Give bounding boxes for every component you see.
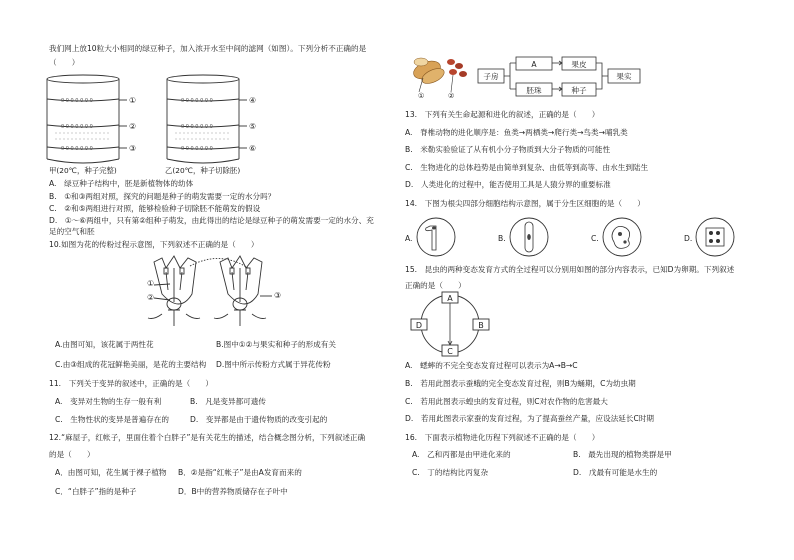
fig-label-2: ② bbox=[129, 122, 137, 131]
q15-option-a: A. 蟋蟀的不完全变态发育过程可以表示为A→B→C bbox=[405, 361, 578, 370]
map-ovary: 子房 bbox=[483, 72, 499, 81]
q14-label-b: B. bbox=[498, 234, 506, 243]
q13-option-a: A. 脊椎动物的进化顺序是：鱼类→两栖类→爬行类→鸟类→哺乳类 bbox=[405, 128, 628, 137]
peanut-label-2: ② bbox=[448, 92, 455, 100]
map-seed: 种子 bbox=[571, 86, 587, 95]
svg-text:0 0 0 0 0 0 0: 0 0 0 0 0 0 0 bbox=[61, 124, 93, 130]
map-ovule: 胚珠 bbox=[526, 86, 542, 95]
q14-label-a: A. bbox=[405, 234, 413, 243]
q9-option-c: C. ②和⑤两组进行对照，能够检验种子切除胚不能萌发的假设 bbox=[49, 204, 261, 213]
q16-option-a: A. 乙和丙都是由甲进化来的 bbox=[412, 450, 511, 459]
seed-germination-figure bbox=[45, 73, 305, 175]
flower-label-3: ③ bbox=[274, 291, 282, 300]
q9-option-d-cont: 足的空气和胚 bbox=[49, 227, 95, 236]
q15-option-d: D. 若用此图表示家蚕的发育过程，为了提高蚕丝产量，应设法延长C时期 bbox=[405, 414, 654, 423]
peanut-image bbox=[407, 52, 473, 100]
map-a: A bbox=[531, 60, 537, 69]
fig-label-6: ⑥ bbox=[249, 144, 257, 153]
cycle-c: C bbox=[447, 347, 453, 356]
svg-text:0 0 0 0 0 0 0: 0 0 0 0 0 0 0 bbox=[181, 98, 213, 104]
q10-option-b: B.图中①②与果实和种子的形成有关 bbox=[216, 340, 336, 349]
map-pericarp: 果皮 bbox=[571, 60, 587, 69]
svg-text:0 0 0 0 0 0 0: 0 0 0 0 0 0 0 bbox=[181, 146, 213, 152]
q13-stem: 13. 下列有关生命起源和进化的叙述，正确的是（ ） bbox=[405, 110, 600, 119]
q9-option-b: B. ①和③两组对照，探究的问题是种子的萌发需要一定的水分吗？ bbox=[49, 192, 276, 201]
root-cell-a bbox=[416, 216, 456, 258]
q12-option-d: D．B中的营养物质储存在子叶中 bbox=[178, 487, 288, 496]
cycle-d: D bbox=[415, 321, 423, 330]
q16-stem: 16. 下面表示植物进化历程下列叙述不正确的是（ ） bbox=[405, 433, 600, 442]
svg-text:0 0 0 0 0 0 0: 0 0 0 0 0 0 0 bbox=[181, 124, 213, 130]
q12-option-a: A．由图可知，花生属于裸子植物 bbox=[55, 468, 167, 477]
q16-option-b: B. 最先出现的植物类群是甲 bbox=[573, 450, 672, 459]
fig-label-1: ① bbox=[129, 96, 137, 105]
q12-stem-cont: 的是（ ） bbox=[49, 450, 95, 459]
q16-option-c: C. 丁的结构比丙复杂 bbox=[412, 468, 489, 477]
fig-label-4: ④ bbox=[249, 96, 257, 105]
q10-stem: 10.如图为花的传粉过程示意图，下列叙述不正确的是（ ） bbox=[49, 240, 259, 249]
q14-stem: 14. 下图为根尖四部分细胞结构示意图，属于分生区细胞的是（ ） bbox=[405, 199, 645, 208]
q13-option-b: B. 米勒实验验证了从有机小分子物质到大分子物质的可能性 bbox=[405, 145, 611, 154]
q9-stem: 我们网上放10粒大小相同的绿豆种子，加入浓开水至中间的滤网（如图）。下列分析不正确的是 bbox=[49, 44, 367, 53]
q14-label-c: C. bbox=[591, 234, 599, 243]
q13-option-d: D. 人类进化的过程中，能否使用工具是人猿分界的重要标准 bbox=[405, 180, 611, 189]
q10-option-d: D.图中所示传粉方式属于异花传粉 bbox=[216, 360, 331, 369]
fig-label-5: ⑤ bbox=[249, 122, 257, 131]
map-fruit: 果实 bbox=[616, 72, 632, 81]
q13-option-c: C. 生物进化的总体趋势是由简单到复杂、由低等到高等、由水生到陆生 bbox=[405, 163, 649, 172]
concept-map bbox=[478, 57, 648, 97]
q15-option-c: C. 若用此图表示蝗虫的发育过程，则C对农作物的危害最大 bbox=[405, 397, 608, 406]
beaker-caption-b: 乙(20℃，种子切除胚) bbox=[165, 166, 241, 175]
peanut-label-1: ① bbox=[418, 92, 425, 100]
q10-option-a: A.由图可知，该花属于两性花 bbox=[55, 340, 154, 349]
svg-text:0 0 0 0 0 0 0: 0 0 0 0 0 0 0 bbox=[61, 146, 93, 152]
cycle-b: B bbox=[478, 321, 484, 330]
q9-answer-paren: （ ） bbox=[49, 58, 80, 67]
q11-option-d: D. 变异都是由于遗传物质的改变引起的 bbox=[190, 415, 328, 424]
q10-option-c: C.由③组成的花冠鲜艳美丽，是花的主要结构 bbox=[55, 360, 207, 369]
q9-option-a: A. 绿豆种子结构中，胚是新植物体的幼体 bbox=[49, 179, 194, 188]
svg-text:0 0 0 0 0 0 0: 0 0 0 0 0 0 0 bbox=[61, 98, 93, 104]
q11-option-c: C. 生物性状的变异是普遍存在的 bbox=[55, 415, 170, 424]
q9-option-d: D. ①～⑥两组中，只有第②组种子萌发，由此得出的结论是绿豆种子的萌发需要一定的水分、充 bbox=[49, 216, 374, 225]
flower-label-1: ① bbox=[147, 279, 155, 288]
q16-option-d: D. 戊最有可能是水生的 bbox=[573, 468, 658, 477]
insect-cycle-diagram bbox=[402, 292, 502, 356]
q11-option-a: A. 变异对生物的生存一般有利 bbox=[55, 397, 162, 406]
beaker-caption-a: 甲(20℃，种子完整) bbox=[49, 166, 117, 175]
cycle-a: A bbox=[447, 294, 453, 303]
q15-stem: 15. 昆虫的两种变态发育方式的全过程可以分别用如图的部分内容表示，已知D为卵期。下列叙述 bbox=[405, 265, 735, 274]
root-cell-d bbox=[695, 216, 735, 258]
q12-option-b: B．②是指“红帐子”是由A发育而来的 bbox=[178, 468, 302, 477]
q12-option-c: C．“白胖子”指的是种子 bbox=[55, 487, 137, 496]
root-cell-b bbox=[509, 216, 549, 258]
q14-label-d: D. bbox=[684, 234, 693, 243]
fig-label-3: ③ bbox=[129, 144, 137, 153]
root-cell-c bbox=[602, 216, 642, 258]
q11-stem: 11. 下列关于变异的叙述中，正确的是（ ） bbox=[49, 379, 213, 388]
q15-stem-cont: 正确的是（ ） bbox=[405, 281, 466, 290]
flower-label-2: ② bbox=[147, 293, 155, 302]
q12-stem: 12.“麻屋子，红帐子，里面住着个白胖子”是有关花生的描述，结合概念图分析，下列叙述正确 bbox=[49, 433, 366, 442]
q11-option-b: B. 凡是变异都可遗传 bbox=[190, 397, 266, 406]
q15-option-b: B. 若用此图表示蚕蛾的完全变态发育过程，则B为蛹期，C为幼虫期 bbox=[405, 379, 636, 388]
